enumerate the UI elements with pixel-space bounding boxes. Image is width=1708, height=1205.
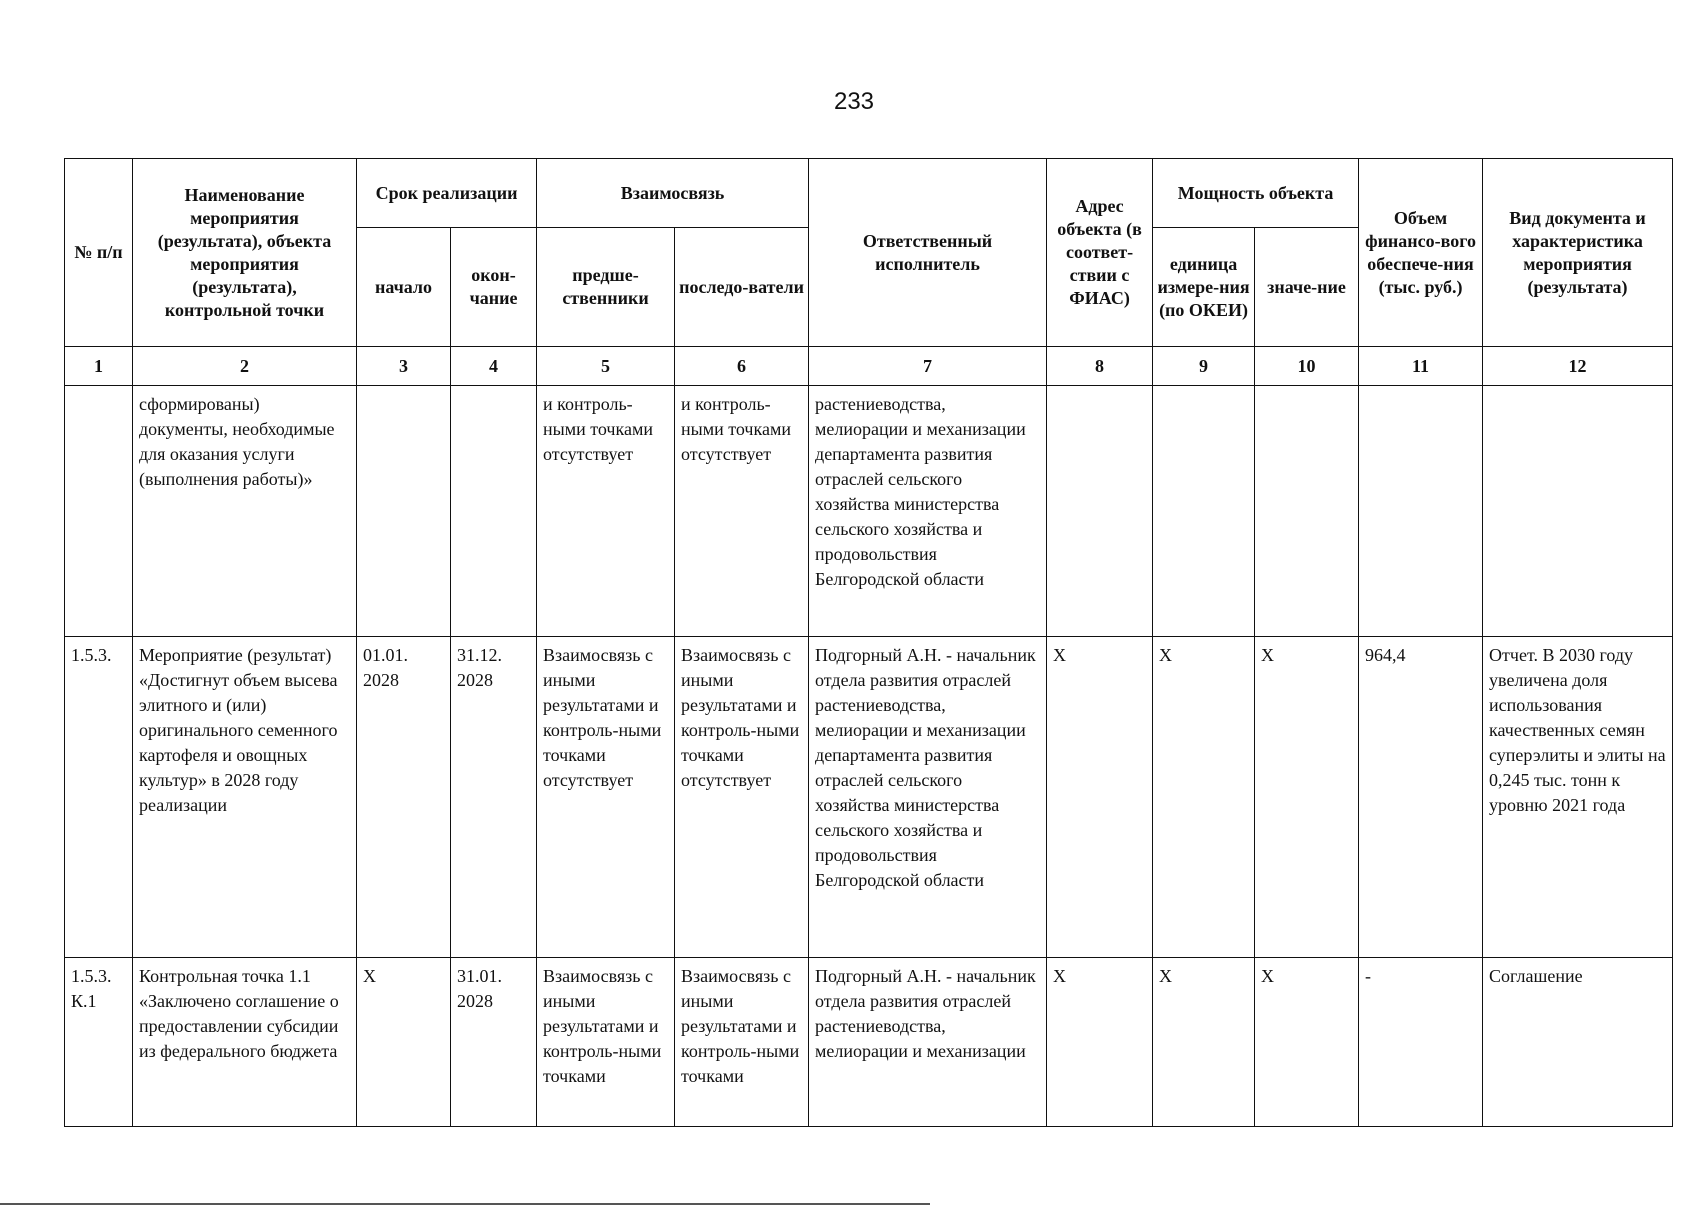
cell-successors: и контроль-ными точками отсутствует <box>675 386 809 637</box>
header-successors: последо-ватели <box>675 228 809 347</box>
cell-finance: - <box>1359 958 1483 1127</box>
cell-finance <box>1359 386 1483 637</box>
cell-name: Мероприятие (результат) «Достигнут объем высева элитного и (или) оригинального семенного картофеля и овощных культур» в 2028 году реализации <box>133 637 357 958</box>
cell-unit: X <box>1153 958 1255 1127</box>
cell-start: X <box>357 958 451 1127</box>
header-predecessors: предше-ственники <box>537 228 675 347</box>
header-deadline: Срок реализации <box>357 159 537 228</box>
column-number: 5 <box>537 347 675 386</box>
table-row <box>65 386 1673 637</box>
column-number: 4 <box>451 347 537 386</box>
cell-address: X <box>1047 958 1153 1127</box>
header-doc-type: Вид документа и характеристика мероприятия (результата) <box>1483 159 1673 347</box>
cell-end: 31.01. 2028 <box>451 958 537 1127</box>
header-num: № п/п <box>65 159 133 347</box>
cell-num <box>65 386 133 637</box>
header-row-top <box>65 159 1673 228</box>
cell-doc: Соглашение <box>1483 958 1673 1127</box>
column-number: 7 <box>809 347 1047 386</box>
header-unit: единица измере-ния (по ОКЕИ) <box>1153 228 1255 347</box>
plan-table <box>64 158 1673 1127</box>
cell-predecessors: Взаимосвязь с иными результатами и контроль-ными точками <box>537 958 675 1127</box>
header-capacity: Мощность объекта <box>1153 159 1359 228</box>
cell-doc: Отчет. В 2030 году увеличена доля использования качественных семян суперэлиты и элиты на 0,245 тыс. тонн к уровню 2021 года <box>1483 637 1673 958</box>
column-number: 9 <box>1153 347 1255 386</box>
column-numbers-row <box>65 347 1673 386</box>
column-number: 8 <box>1047 347 1153 386</box>
page-number: 233 <box>833 88 875 115</box>
cell-address: X <box>1047 637 1153 958</box>
cell-unit: X <box>1153 637 1255 958</box>
cell-unit <box>1153 386 1255 637</box>
cell-finance: 964,4 <box>1359 637 1483 958</box>
cell-num: 1.5.3. <box>65 637 133 958</box>
column-number: 3 <box>357 347 451 386</box>
cell-predecessors: Взаимосвязь с иными результатами и контроль-ными точками отсутствует <box>537 637 675 958</box>
cell-value <box>1255 386 1359 637</box>
column-number: 6 <box>675 347 809 386</box>
cell-value: X <box>1255 637 1359 958</box>
cell-start <box>357 386 451 637</box>
header-name: Наименование мероприятия (результата), объекта мероприятия (результата), контрольной точки <box>133 159 357 347</box>
table-row <box>65 958 1673 1127</box>
header-value: значе-ние <box>1255 228 1359 347</box>
cell-executor: Подгорный А.Н. - начальник отдела развития отраслей растениеводства, мелиорации и механизации департамента развития отраслей сельского хозяйства министерства сельского хозяйства и продовольствия Белгородской области <box>809 637 1047 958</box>
header-finance: Объем финансо-вого обеспече-ния (тыс. руб.) <box>1359 159 1483 347</box>
column-number: 1 <box>65 347 133 386</box>
header-end: окон-чание <box>451 228 537 347</box>
cell-doc <box>1483 386 1673 637</box>
cell-successors: Взаимосвязь с иными результатами и контроль-ными точками <box>675 958 809 1127</box>
cell-value: X <box>1255 958 1359 1127</box>
cell-end <box>451 386 537 637</box>
column-number: 11 <box>1359 347 1483 386</box>
column-number: 2 <box>133 347 357 386</box>
cell-name: Контрольная точка 1.1 «Заключено соглашение о предоставлении субсидии из федерального бюджета <box>133 958 357 1127</box>
header-address: Адрес объекта (в соответ-ствии с ФИАС) <box>1047 159 1153 347</box>
header-start: начало <box>357 228 451 347</box>
header-relation: Взаимосвязь <box>537 159 809 228</box>
cell-name: сформированы) документы, необходимые для оказания услуги (выполнения работы)» <box>133 386 357 637</box>
cell-executor: растениеводства, мелиорации и механизации департамента развития отраслей сельского хозяйства министерства сельского хозяйства и продовольствия Белгородской области <box>809 386 1047 637</box>
cell-executor: Подгорный А.Н. - начальник отдела развития отраслей растениеводства, мелиорации и механизации <box>809 958 1047 1127</box>
column-number: 12 <box>1483 347 1673 386</box>
column-number: 10 <box>1255 347 1359 386</box>
cell-start: 01.01. 2028 <box>357 637 451 958</box>
cell-successors: Взаимосвязь с иными результатами и контроль-ными точками отсутствует <box>675 637 809 958</box>
header-executor: Ответственный исполнитель <box>809 159 1047 347</box>
table-row <box>65 637 1673 958</box>
cell-address <box>1047 386 1153 637</box>
cell-end: 31.12. 2028 <box>451 637 537 958</box>
cell-num: 1.5.3. К.1 <box>65 958 133 1127</box>
cell-predecessors: и контроль-ными точками отсутствует <box>537 386 675 637</box>
